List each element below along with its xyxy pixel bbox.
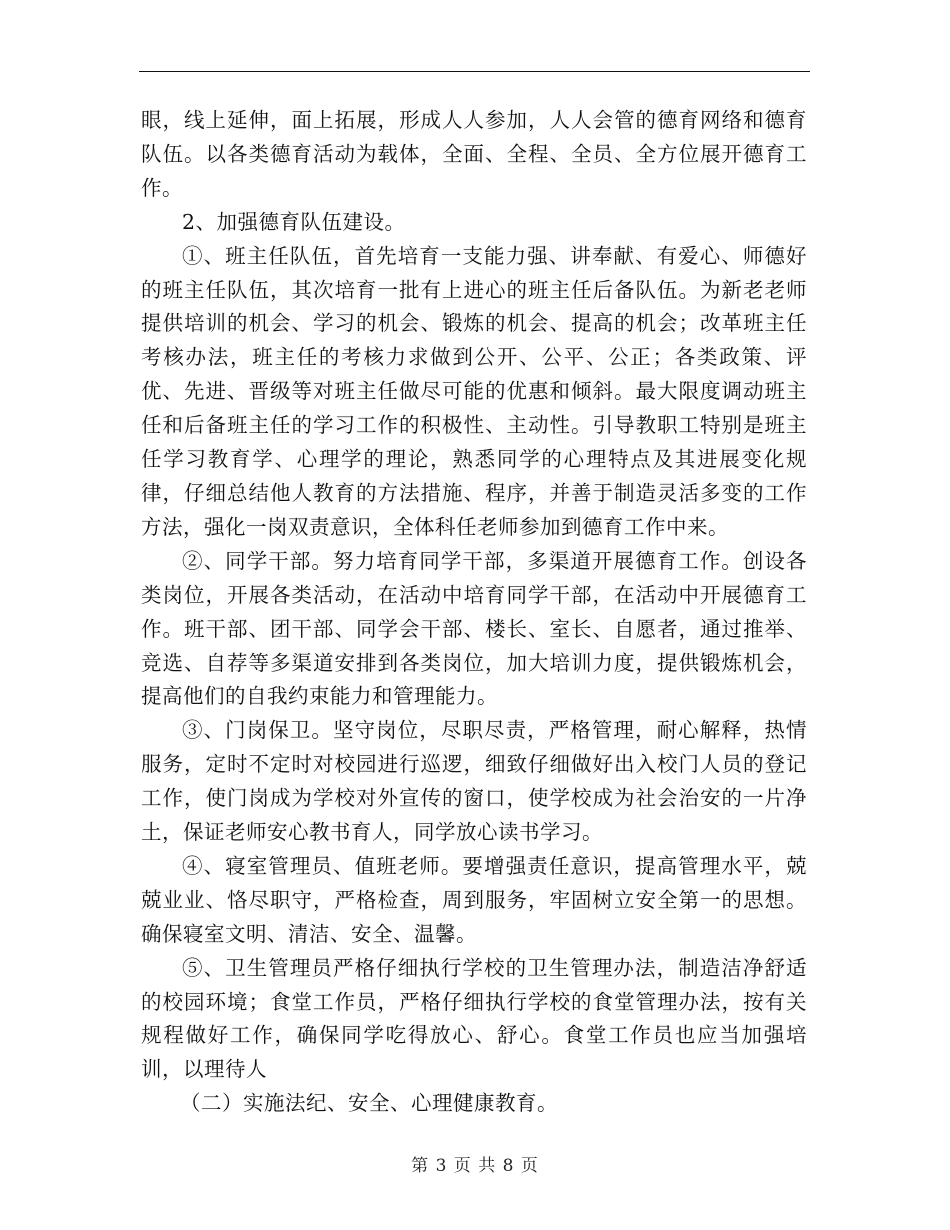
paragraph-student-cadres: ②、同学干部。努力培育同学干部，多渠道开展德育工作。创设各类岗位，开展各类活动，在活动中培育同学干部，在活动中开展德育工作。班干部、团干部、同学会干部、楼长、室长、自愿者，通过推举、竞选、自荐等多渠道安排到各类岗位，加大培训力度，提供锻炼机会，提高他们的自我约束能力和管理能力。 (141, 548, 807, 709)
section-heading-legal-safety: （二）实施法纪、安全、心理健康教育。 (180, 1091, 558, 1116)
paragraph-sanitation-canteen: ⑤、卫生管理员严格仔细执行学校的卫生管理办法，制造洁净舒适的校园环境；食堂工作员，严格仔细执行学校的食堂管理办法，按有关规程做好工作，确保同学吃得放心、舒心。食堂工作员也应当加强培训，以理待人 (141, 955, 807, 1082)
section-heading-team-building: 2、加强德育队伍建设。 (182, 209, 406, 234)
document-body (141, 104, 807, 1121)
paragraph-dormitory-staff: ④、寝室管理员、值班老师。要增强责任意识，提高管理水平，兢兢业业、恪尽职守，严格检查，周到服务，牢固树立安全第一的思想。确保寝室文明、清洁、安全、温馨。 (141, 853, 807, 946)
paragraph-continuation: 眼，线上延伸，面上拓展，形成人人参加，人人会管的德育网络和德育队伍。以各类德育活动为载体，全面、全程、全员、全方位展开德育工作。 (141, 108, 807, 200)
header-rule (139, 71, 810, 72)
paragraph-class-teachers: ①、班主任队伍，首先培育一支能力强、讲奉献、有爱心、师德好的班主任队伍，其次培育一批有上进心的班主任后备队伍。为新老老师提供培训的机会、学习的机会、锻炼的机会、提高的机会；改革班主任考核办法，班主任的考核力求做到公开、公平、公正；各类政策、评优、先进、晋级等对班主任做尽可能的优惠和倾斜。最大限度调动班主任和后备班主任的学习工作的积极性、主动性。引导教职工特别是班主任学习教育学、心理学的理论，熟悉同学的心理特点及其进展变化规律，仔细总结他人教育的方法措施、程序，并善于制造灵活多变的工作方法，强化一岗双责意识，全体科任老师参加到德育工作中来。 (141, 243, 807, 539)
page-number: 第 3 页 共 8 页 (411, 1156, 539, 1176)
paragraph-gate-security: ③、门岗保卫。坚守岗位，尽职尽责，严格管理，耐心解释，热情服务，定时不定时对校园进行巡逻，细致仔细做好出入校门人员的登记工作，使门岗成为学校对外宣传的窗口，使学校成为社会治安的一片净土，保证老师安心教书育人，同学放心读书学习。 (141, 718, 807, 845)
